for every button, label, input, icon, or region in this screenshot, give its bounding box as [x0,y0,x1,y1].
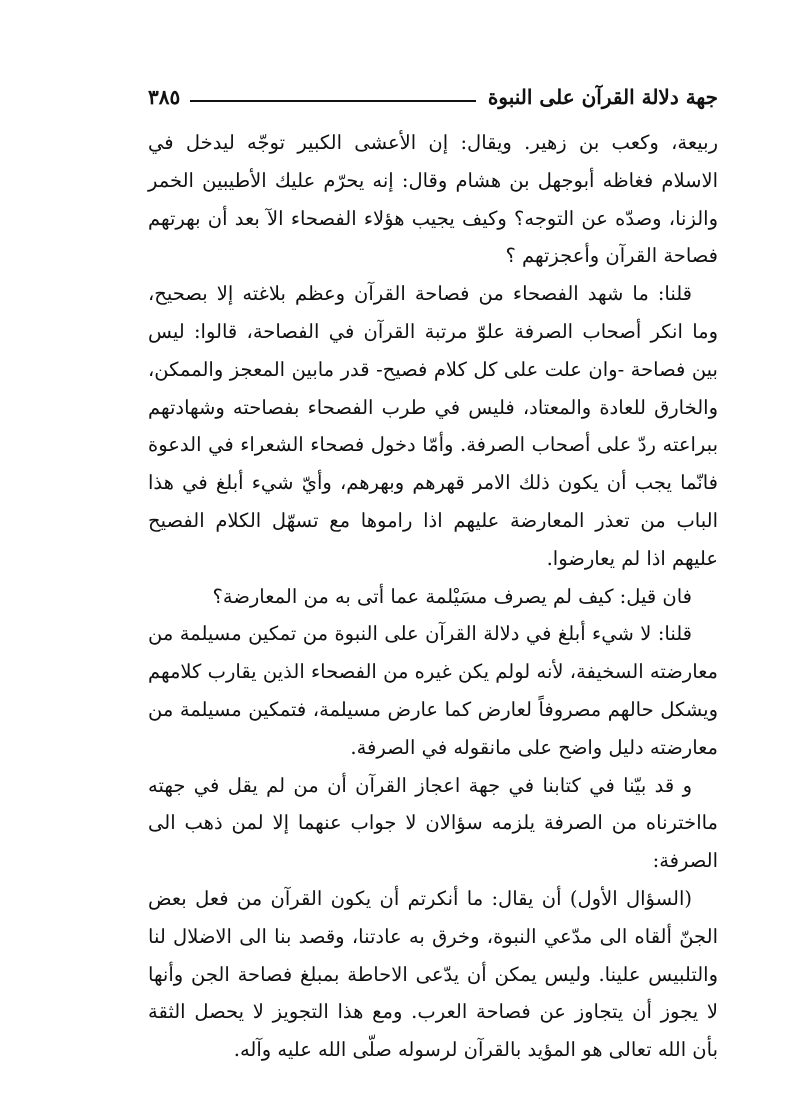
paragraph-6: (السؤال الأول) أن يقال: ما أنكرتم أن يكون القرآن من فعل بعض الجنّ ألقاه الى مدّعي النبوة، وخرق به عادتنا، وقصد بنا الى الاضلال لنا والتلبيس علينا. وليس يمكن أن يدّعى الاحاطة بمبلغ فصاحة الجن وأنها لا يجوز أن يتجاوز عن فصاحة العرب. ومع هذا التجويز لا يحصل الثقة بأن الله تعالى هو المؤيد بالقرآن لرسوله صلّى الله عليه وآله. [148,886,718,1062]
header-rule [190,100,476,102]
paragraph-2: قلنا: ما شهد الفصحاء من فصاحة القرآن وعظم بلاغته إلا بصحيح، وما انكر أصحاب الصرفة علوّ مرتبة القرآن في الفصاحة، قالوا: ليس بين فصاحة -وان علت على كل كلام فصيح- قدر مابين المعجز والممكن، والخارق للعادة والمعتاد، فليس في طرب الفصحاء بفصاحته وشهادتهم ببراعته ردّ على أصحاب الصرفة. وأمّا دخول فصحاء الشعراء في الدعوة فانّما يجب أن يكون ذلك الامر قهرهم وبهرهم، وأيّ شيء أبلغ في هذا الباب من تعذر المعارضة عليهم اذا راموها مع تسهّل الكلام الفصيح عليهم اذا لم يعارضوا. [148,282,718,570]
paragraph-3: فان قيل: كيف لم يصرف مسَيْلمة عما أتى به من المعارضة؟ [212,584,692,608]
paragraph-1: ربيعة، وكعب بن زهير. ويقال: إن الأعشى الكبير توجّه ليدخل في الاسلام فغاظه أبوجهل بن هشام وقال: إنه يحرّم عليك الأطيبين الخمر والزنا، وصدّه عن التوجه؟ وكيف يجيب هؤلاء الفصحاء الآ بعد أن بهرتهم فصاحة القرآن وأعجزتهم ؟ [148,131,718,268]
paragraph-4: قلنا: لا شيء أبلغ في دلالة القرآن على النبوة من تمكين مسيلمة من معارضته السخيفة، لأنه لولم يكن غيره من الفصحاء الذين يقارب كلامهم ويشكل حالهم مصروفاً لعارض كما عارض مسيلمة، فتمكين مسيلمة من معارضته دليل واضح على مانقوله في الصرفة. [148,622,718,759]
body-text [148,124,718,1069]
paragraph-5: و قد بيّنا في كتابنا في جهة اعجاز القرآن أن من لم يقل في جهته مااخترناه من الصرفة يلزمه سؤالان لا جواب عنهما إلا لمن ذهب الى الصرفة: [148,773,718,873]
running-header [148,80,718,114]
page-number: ٣٨٥ [148,85,181,109]
header-title: جهة دلالة القرآن على النبوة [487,85,718,109]
